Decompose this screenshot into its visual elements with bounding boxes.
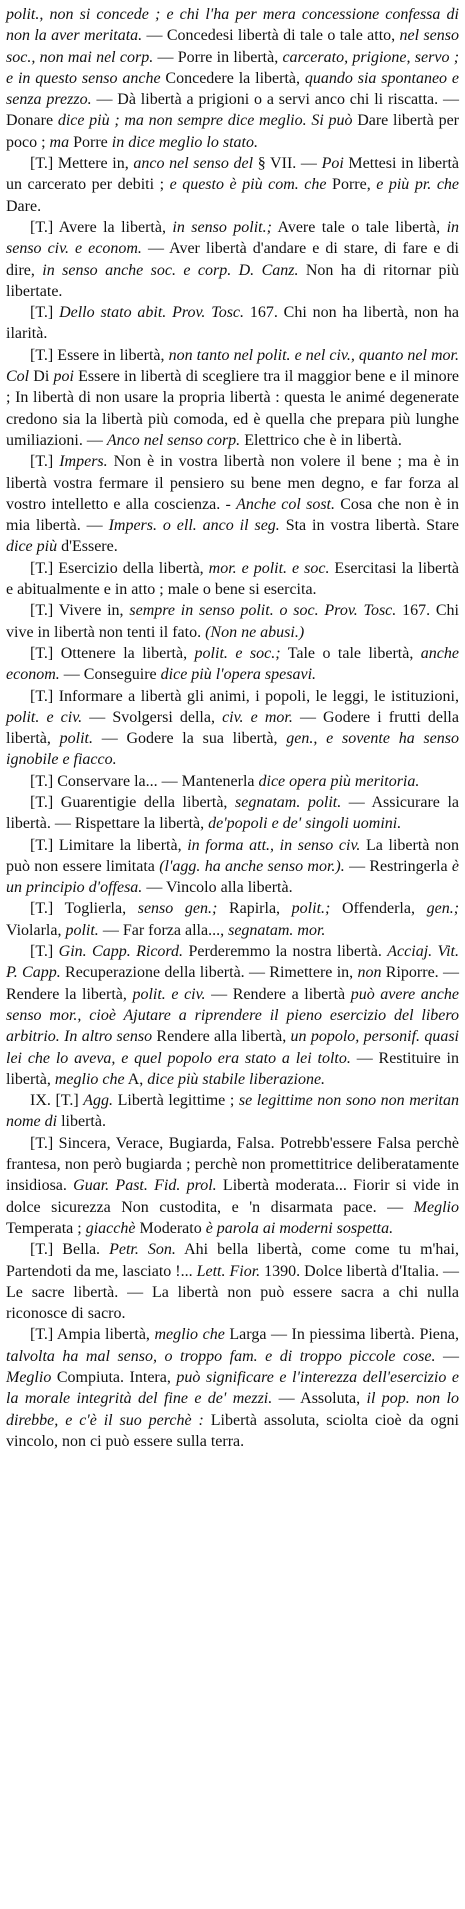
entry-text: — <box>435 1347 460 1365</box>
entry-text: [T.] Avere la libertà, <box>30 218 173 236</box>
entry-paragraph <box>6 345 459 451</box>
italic-annotation: mor. e polit. e soc. <box>208 559 330 577</box>
entry-text: § VII. — <box>253 155 322 173</box>
entry-text: Riporre. — Rendere la libertà, <box>6 964 459 1003</box>
italic-annotation: poi <box>53 368 74 386</box>
entry-text: A, <box>124 1070 148 1088</box>
entry-text: Moderato <box>135 1219 206 1237</box>
entry-text: — Far forza alla..., <box>98 921 229 939</box>
italic-annotation: è un principio d'offesa. <box>6 857 460 897</box>
entry-text: Libertà legittime ; <box>113 1092 239 1110</box>
entry-text: [T.] Sincera, Verace, Bugiarda, Falsa. Potrebb'essere Falsa perchè frantesa, non però bugiarda ; perchè non promettitrice deliberatamente insidiosa. <box>6 1134 459 1195</box>
entry-text: Perderemmo la nostra libertà. <box>183 943 388 961</box>
entry-text: [T.] Mettere in, <box>30 155 134 173</box>
entry-text: — Godere la sua libertà, <box>92 730 287 748</box>
entry-text: libertà. <box>57 1113 106 1131</box>
entry-text: — Assoluta, <box>272 1390 367 1408</box>
entry-paragraph <box>6 1324 459 1452</box>
italic-annotation: segnatam. mor. <box>228 921 326 939</box>
italic-annotation: polit.; <box>291 900 331 918</box>
italic-annotation: Anco nel senso corp. <box>106 431 241 449</box>
continuation-paragraph <box>6 4 459 153</box>
entry-text: Temperata ; <box>6 1219 86 1237</box>
entry-text: — Godere i frutti della libertà, <box>6 708 459 748</box>
entry-text: — Vincolo alla libertà. <box>142 879 293 897</box>
entry-text: IX. [T.] <box>30 1092 84 1110</box>
italic-annotation: (l'agg. ha anche senso mor.). <box>159 857 345 875</box>
entry-text: Compiuta. Intera, <box>51 1369 177 1386</box>
entry-text: La libertà non può non essere limitata <box>6 836 459 875</box>
entry-text: [T.] Bella. <box>30 1241 110 1259</box>
italic-annotation: in forma att., in senso civ. <box>187 836 361 854</box>
entry-text: Non ha di ritornar più libertate. <box>6 261 459 300</box>
entry-text: — Dà libertà a prigioni o a servi anco chi li riscatta. — Donare <box>6 91 459 130</box>
dictionary-text-column <box>6 4 459 1452</box>
italic-annotation: Impers. o ell. anco il seg. <box>108 517 280 535</box>
italic-annotation: Acciaj. Vit. P. Capp. <box>6 943 459 982</box>
entry-paragraph <box>6 600 459 643</box>
italic-annotation: polit. e soc.; <box>194 644 281 662</box>
entry-text: 1390. Dolce libertà d'Italia. — Le sacre libertà. — La libertà non può essere sacra a chi nulla riconosce di sacro. <box>6 1262 459 1323</box>
entry-text: Porre <box>69 133 112 151</box>
italic-annotation: civ. e mor. <box>222 708 293 726</box>
entry-text: [T.] Informare a libertà gli animi, i popoli, le leggi, le istituzioni, <box>30 687 459 705</box>
entry-text: — Aver libertà d'andare e di stare, di fare e di dire, <box>6 240 459 279</box>
italic-annotation: talvolta ha mal senso, o troppo fam. e di troppo piccole cose. <box>6 1347 436 1365</box>
entry-text: [T.] Essere in libertà, <box>30 346 169 364</box>
italic-annotation: Petr. Son. <box>109 1241 176 1259</box>
italic-annotation: Poi <box>321 155 344 173</box>
entry-paragraph <box>6 792 459 835</box>
italic-annotation: dice più l'opera spesavi. <box>160 666 317 684</box>
entry-text: Libertà assoluta, sciolta cioè da ogni vincolo, non ci può essere sulla terra. <box>6 1411 460 1450</box>
italic-annotation: senso gen.; <box>137 900 218 918</box>
italic-annotation: Lett. Fior. <box>196 1262 261 1280</box>
entry-text: — Rendere a libertà <box>205 985 351 1003</box>
italic-annotation: in senso anche soc. e corp. D. Canz. <box>42 261 299 279</box>
italic-annotation: anco nel senso del <box>133 155 254 173</box>
entry-text: 167. Chi non ha libertà, non ha ilarità. <box>6 304 460 343</box>
italic-annotation: de'popoli e de' singoli uomini. <box>208 815 402 833</box>
entry-text: Offenderla, <box>330 900 427 918</box>
italic-annotation: polit. <box>65 921 99 939</box>
italic-annotation: dice opera più meritoria. <box>258 772 420 790</box>
entry-text: [T.] Ottenere la libertà, <box>30 644 195 662</box>
italic-annotation: non <box>357 964 382 982</box>
italic-annotation: Agg. <box>83 1092 114 1110</box>
italic-annotation: Impers. <box>59 453 108 471</box>
entry-text: — Restituire in libertà, <box>6 1049 460 1088</box>
entry-text: Libertà moderata... Fiorir si vide in dolce sicurezza Non custodita, e 'n disarmata pace. — <box>6 1177 460 1216</box>
italic-annotation: gen., e sovente ha senso ignobile e fiacco. <box>6 730 460 769</box>
entry-text: Tale o tale libertà, <box>280 644 421 662</box>
entry-text: Non è in vostra libertà non volere il bene ; ma è in libertà vostra fermare il pensiero su bene men degno, e far forza al vostro intelletto e alla coscienza. - <box>6 453 459 513</box>
italic-annotation: anche econom. <box>6 644 459 684</box>
italic-annotation: Gin. Capp. Ricord. <box>58 943 184 961</box>
entry-text: — Restringerla <box>344 857 452 875</box>
italic-annotation: Anche col sost. <box>236 495 335 513</box>
italic-annotation: (Non ne abusi.) <box>205 623 305 641</box>
italic-annotation: carcerato, prigione, servo ; e in questo senso anche <box>6 48 460 87</box>
entry-text: — Concedesi libertà di tale o tale atto, <box>142 27 400 45</box>
italic-annotation: è parola ai moderni sospetta. <box>205 1219 394 1237</box>
entry-text: — Assicurare la libertà. — Rispettare la libertà, <box>6 793 459 833</box>
entry-text: — Porre in libertà, <box>153 48 283 66</box>
entry-text: — Conseguire <box>59 666 161 684</box>
italic-annotation: dice più stabile liberazione. <box>147 1070 326 1088</box>
entry-text: [T.] Limitare la libertà, <box>30 836 188 854</box>
entry-text: Rapirla, <box>217 900 292 918</box>
entry-text: [T.] Guarentigie della libertà, <box>30 793 235 811</box>
italic-annotation: segnatam. polit. <box>234 793 342 811</box>
italic-annotation: e più pr. che <box>376 176 460 194</box>
entry-text: 167. Chi vive in libertà non tenti il fato. <box>6 602 460 641</box>
entry-text: Avere tale o tale libertà, <box>271 218 447 236</box>
entry-paragraph <box>6 1239 459 1324</box>
entry-text: Recuperazione della libertà. — Rimettere in, <box>60 964 358 982</box>
italic-annotation: sempre in senso polit. o soc. Prov. Tosc. <box>129 602 397 620</box>
entry-text: Ahi bella libertà, come come tu m'hai, Partendoti da me, lasciato !... <box>6 1241 459 1280</box>
entry-text: Di <box>29 368 54 386</box>
italic-annotation: quando sia spontaneo e senza prezzo. <box>6 69 460 109</box>
italic-annotation: gen.; <box>426 900 460 918</box>
italic-annotation: in senso civ. e econom. <box>6 218 460 258</box>
entry-text: [T.] <box>30 943 59 961</box>
entry-text: Rendere alla libertà, <box>152 1028 291 1046</box>
italic-annotation: e questo è più com. che <box>169 176 327 194</box>
entry-paragraph <box>6 686 459 771</box>
entry-paragraph <box>6 558 459 601</box>
entry-text: Larga — In piessima libertà. Piena, <box>224 1326 460 1344</box>
italic-annotation: se legittime non sono non meritan nome di <box>6 1092 460 1131</box>
entry-paragraph <box>6 1090 459 1133</box>
italic-annotation: Meglio <box>6 1369 52 1386</box>
italic-annotation: ma <box>49 133 70 151</box>
entry-paragraph <box>6 643 459 686</box>
entry-text: [T.] <box>30 453 60 471</box>
italic-annotation: in dice meglio lo stato. <box>111 133 258 151</box>
entry-text: — Svolgersi della, <box>82 708 223 726</box>
entry-text: Essere in libertà di scegliere tra il maggior bene e il minore ; In libertà di non usare la propria libertà : questa le animé degenerate credono sia la libertà più comoda, ed è quella che prepara più lunghe umiliazioni. — <box>6 368 460 449</box>
italic-annotation: meglio che <box>154 1326 225 1344</box>
italic-annotation: nel senso soc., non mai nel corp. <box>6 27 460 66</box>
italic-annotation: può avere anche senso mor., cioè Ajutare a riprendere il pieno esercizio del libero arbitrio. In altro senso <box>6 985 460 1046</box>
entry-text: [T.] Toglierla, <box>30 900 138 918</box>
italic-annotation: Dello stato abit. Prov. Tosc. <box>59 304 245 322</box>
italic-annotation: polit., non si concede ; e chi l'ha per mera concessione confessa di non la aver meritata. <box>6 6 459 45</box>
entry-text: Porre, <box>326 176 377 194</box>
italic-annotation: un popolo, personif. quasi lei che lo aveva, e quel popolo era stato a lei tolto. <box>6 1028 459 1067</box>
entry-text: Violarla, <box>6 921 66 939</box>
entry-text: Esercitasi la libertà e abitualmente e in atto ; male o bene si esercita. <box>6 559 460 599</box>
italic-annotation: giacchè <box>85 1219 136 1237</box>
italic-annotation: dice più <box>6 538 58 556</box>
entry-text: Mettesi in libertà un carcerato per debiti ; <box>6 155 460 194</box>
entry-text: d'Essere. <box>57 538 118 556</box>
entry-text: Elettrico che è in libertà. <box>240 431 402 449</box>
italic-annotation: polit. e civ. <box>6 708 83 726</box>
entry-paragraph <box>6 302 459 345</box>
entry-text: [T.] Vivere in, <box>30 602 130 620</box>
entry-text: Cosa che non è in mia libertà. — <box>6 495 459 535</box>
italic-annotation: meglio che <box>54 1070 125 1088</box>
italic-annotation: non tanto nel polit. e nel civ., quanto nel mor. Col <box>6 346 459 386</box>
entry-paragraph <box>6 941 459 1090</box>
italic-annotation: polit. e civ. <box>132 985 206 1003</box>
entry-paragraph <box>6 1133 459 1239</box>
entry-text: [T.] <box>30 304 60 322</box>
italic-annotation: polit. <box>59 730 93 748</box>
entry-text: Dare. <box>6 197 42 215</box>
italic-annotation: Meglio <box>413 1198 459 1216</box>
entry-paragraph <box>6 451 459 557</box>
entry-paragraph <box>6 217 459 302</box>
entry-text: [T.] Ampia libertà, <box>30 1326 155 1344</box>
entry-paragraph <box>6 835 459 899</box>
entry-paragraph <box>6 771 459 792</box>
italic-annotation: il pop. non lo direbbe, e c'è il suo perchè : <box>6 1390 460 1429</box>
entry-paragraph <box>6 898 459 941</box>
italic-annotation: può significare e l'interezza dell'esercizio e la morale integrità del fine e de' mezzi. <box>6 1369 459 1408</box>
entry-text: Dare libertà per poco ; <box>6 112 460 151</box>
italic-annotation: dice più ; ma non sempre dice meglio. Si può <box>57 112 353 130</box>
entry-text: [T.] Conservare la... — Mantenerla <box>30 772 259 790</box>
italic-annotation: in senso polit.; <box>172 218 272 236</box>
entry-text: Sta in vostra libertà. Stare <box>279 517 460 535</box>
entry-text: Concedere la libertà, <box>160 69 305 87</box>
italic-annotation: Guar. Past. Fid. prol. <box>73 1177 217 1195</box>
entry-paragraph <box>6 153 459 217</box>
entry-text: [T.] Esercizio della libertà, <box>30 559 209 577</box>
